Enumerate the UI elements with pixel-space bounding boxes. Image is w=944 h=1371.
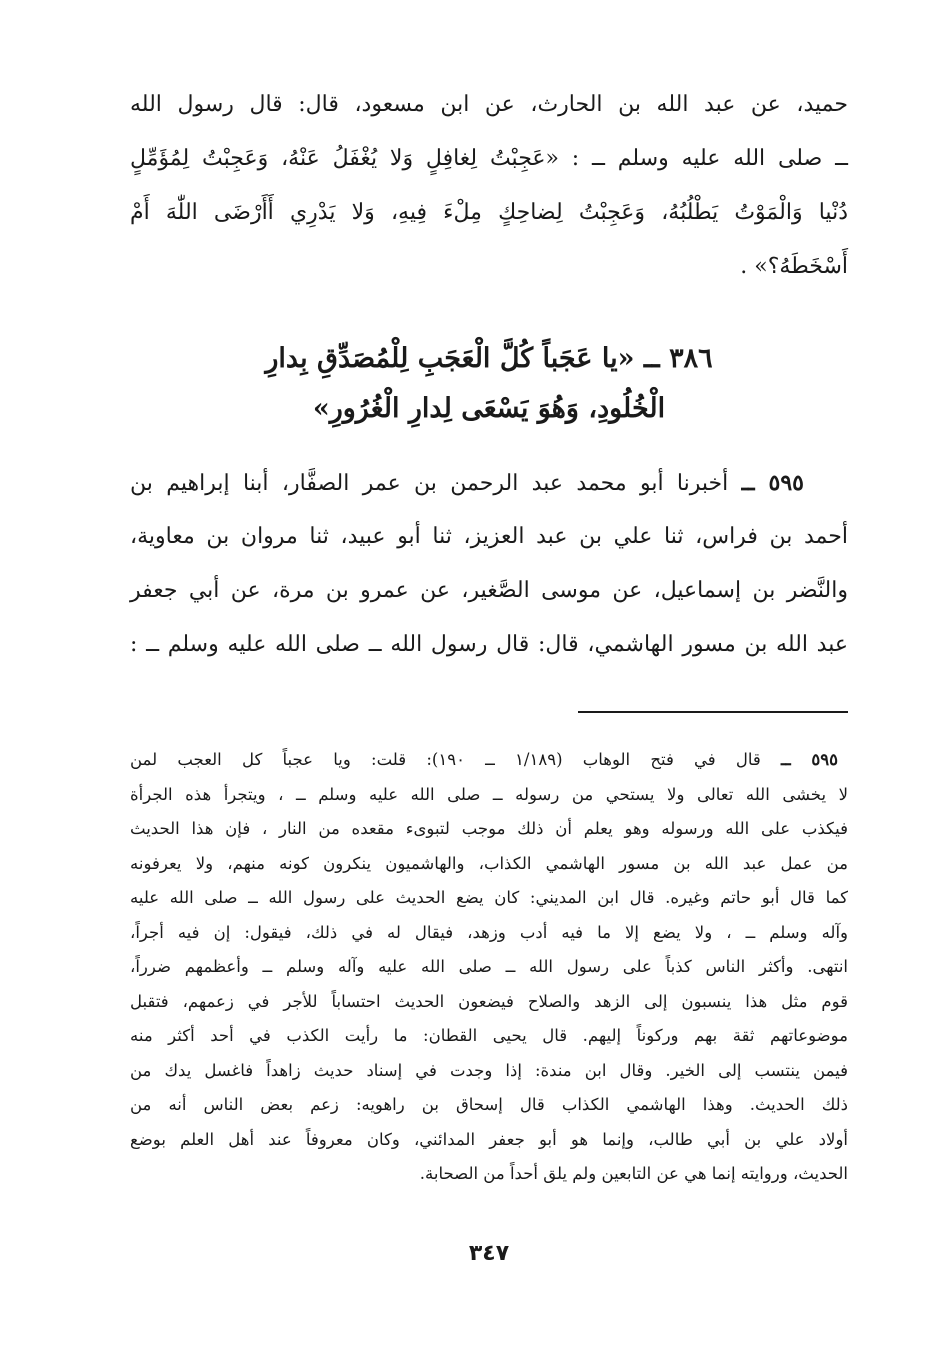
hadith-first-line: أخبرنا أبو محمد عبد الرحمن بن عمر الصفَّار، أبنا إبراهيم بن: [130, 471, 729, 496]
heading-text-1: «يا عَجَباً كُلَّ الْعَجَبِ لِلْمُصَدِّقِ بِدارِ: [265, 343, 635, 374]
text-line: أَسْخَطَهُ؟» .: [740, 254, 848, 279]
footnote-first-line: قال في فتح الوهاب (١/١٨٩ ــ ١٩٠): قلت: ويا عجباً كل العجب لمن: [130, 750, 761, 769]
footnote-line: انتهى. وأكثر الناس كذباً على رسول الله ــ صلى الله عليه وآله وسلم ــ وأعظمهم ضرراً،: [130, 957, 848, 976]
text-line: [130, 456, 848, 510]
page-number: ٣٤٧: [468, 1241, 510, 1266]
footnote-divider: [578, 711, 848, 713]
text-line: حميد، عن عبد الله بن الحارث، عن ابن مسعود، قال: قال رسول الله: [130, 92, 848, 117]
text-line: والنَّضر بن إسماعيل، عن موسى الصَّغير، عن عمرو بن مرة، عن أبي جعفر: [130, 578, 848, 603]
text-line: أحمد بن فراس، ثنا علي بن عبد العزيز، ثنا أبو عبيد، ثنا مروان بن معاوية،: [130, 524, 848, 549]
hadith-number: ٥٩٥ ــ: [741, 470, 804, 496]
footnote-line: الحديث، وروايته إنما هي عن التابعين ولم يلق أحداً من الصحابة.: [419, 1164, 848, 1183]
footnote-line: من عمل عبد الله بن مسور الهاشمي الكذاب، والهاشميون ينكرون كونه منهم، ولا يعرفونه: [130, 853, 848, 873]
heading-number: ٣٨٦ ــ: [643, 343, 713, 374]
continuation-paragraph: [130, 78, 848, 294]
hadith-paragraph: [130, 456, 848, 672]
footnote-line: قوم مثل هذا ينسبون إلى الزهد والصلاح فيضعون الحديث احتساباً للأجر في زعمهم، فتقبل: [130, 991, 848, 1011]
text-line: دُنْيا وَالْمَوْتُ يَطْلُبُهُ، وَعَجِبْتُ لِضاحِكٍ مِلْءَ فِيهِ، وَلا يَدْرِي أَأَرْضَى اللّٰهَ أَمْ: [130, 200, 848, 225]
footnote-line: أولاد علي بن أبي طالب، وإنما هو أبو جعفر المدائني، وكان معروفاً عند أهل العلم بوضع: [130, 1129, 848, 1149]
page-content: [130, 78, 848, 1338]
footnote-line: كما قال أبو حاتم وغيره. قال ابن المديني: كان يضع الحديث على رسول الله ــ صلى الله عليه: [130, 888, 848, 907]
footnote-line: ذلك الحديث. وهذا الهاشمي الكذاب قال إسحاق بن راهويه: زعم بعض الناس أنه من: [130, 1095, 848, 1114]
footnote-line: وآله وسلم ــ ، ولا يضع إلا ما فيه أدب وزهد، فيقال له في ذلك، فيقول: إن فيه أجراً،: [130, 922, 848, 942]
footnote-line: فيمن ينتسب إلى الخير. وقال ابن مندة: إذا وجدت في إسناد حديث زاهداً فاغسل يدك من: [130, 1060, 848, 1080]
footnote-line: موضوعاتهم ثقة بهم وركوناً إليهم. قال يحيى القطان: ما رأيت الكذب في أحد أكثر منه: [130, 1026, 848, 1045]
text-line: ــ صلى الله عليه وسلم ــ : «عَجِبْتُ لِغافِلٍ وَلا يُغْفَلُ عَنْهُ، وَعَجِبْتُ لِمُؤَمِّلٍ: [130, 146, 848, 171]
section-heading: [130, 334, 848, 434]
footnote-line: لا يخشى الله تعالى ولا يستحي من رسوله ــ صلى الله عليه وسلم ــ ، ويتجرأ هذه الجرأة: [130, 784, 848, 804]
footnote-line: [130, 743, 848, 778]
footnote: [130, 743, 848, 1192]
heading-line-2: الْخُلُودِ، وَهُوَ يَسْعَى لِدارِ الْغُرُورِ»: [312, 393, 666, 424]
footnote-number: ٥٩٥ ــ: [781, 750, 838, 769]
text-line: عبد الله بن مسور الهاشمي، قال: قال رسول الله ــ صلى الله عليه وسلم ــ :: [130, 632, 848, 657]
heading-line-1: [130, 334, 848, 384]
footnote-line: فيكذب على الله ورسوله وهو يعلم أن ذلك موجب لتبوىء مقعده من النار ، فإن هذا الحديث: [130, 819, 848, 838]
